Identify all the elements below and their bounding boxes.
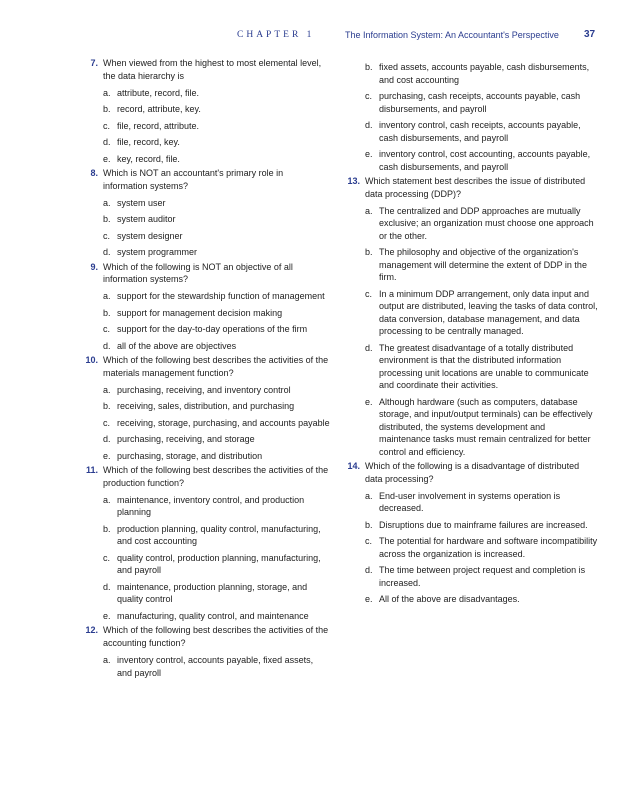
option-text: inventory control, accounts payable, fixed assets, and payroll xyxy=(117,655,314,678)
running-header xyxy=(0,30,639,46)
answer-option xyxy=(80,197,330,210)
option-text: attribute, record, file. xyxy=(117,87,200,98)
option-text: fixed assets, accounts payable, cash disbursements, and cost accounting xyxy=(379,62,590,85)
option-letter: c. xyxy=(103,552,111,563)
question-stem: Which of the following best describes the activities of the production function? xyxy=(103,465,329,489)
option-letter: e. xyxy=(365,149,373,159)
answer-option xyxy=(342,342,598,392)
answer-option xyxy=(342,396,598,459)
answer-option xyxy=(342,593,598,606)
question xyxy=(342,61,598,173)
option-letter: c. xyxy=(365,288,373,299)
option-text: The philosophy and objective of the organization's management will determine the extent of DDP in the firm. xyxy=(379,247,587,283)
option-text: support for management decision making xyxy=(117,307,283,318)
answer-option xyxy=(342,535,598,560)
question-stem: Which of the following is NOT an objective of all information systems? xyxy=(103,261,293,285)
option-letter: b. xyxy=(103,214,111,225)
option-letter: d. xyxy=(103,340,111,351)
answer-option xyxy=(80,103,330,116)
answer-option xyxy=(342,564,598,589)
option-text: support for the stewardship function of management xyxy=(117,291,325,302)
option-letter: a. xyxy=(103,197,111,208)
option-text: receiving, storage, purchasing, and accounts payable xyxy=(117,417,330,428)
chapter-title: The Information System: An Accountant's Perspective xyxy=(345,30,559,40)
option-text: inventory control, cash receipts, accounts payable, cash disbursements, and payroll xyxy=(379,120,581,143)
option-text: record, attribute, key. xyxy=(117,104,201,115)
option-text: purchasing, receiving, and storage xyxy=(117,434,255,445)
option-letter: a. xyxy=(365,205,373,216)
question-number: 14. xyxy=(347,461,360,472)
option-text: system designer xyxy=(117,230,183,241)
option-text: Although hardware (such as computers, database storage, and input/output terminals) can be effectively distributed, the systems development and maintenance tasks must remain centralized for better control and efficiency. xyxy=(379,396,593,457)
option-text: Disruptions due to mainframe failures are increased. xyxy=(379,519,588,530)
option-text: maintenance, inventory control, and production planning xyxy=(117,494,305,518)
option-text: system programmer xyxy=(117,247,198,258)
answer-option xyxy=(80,213,330,226)
option-letter: b. xyxy=(365,519,373,530)
option-letter: d. xyxy=(365,120,373,130)
answer-option xyxy=(80,153,330,166)
option-letter: e. xyxy=(365,594,373,605)
option-letter: b. xyxy=(103,104,111,115)
answer-option xyxy=(342,490,598,515)
option-text: quality control, production planning, manufacturing, and payroll xyxy=(117,552,321,576)
option-letter: a. xyxy=(103,87,111,98)
question-number: 9. xyxy=(90,261,98,272)
option-text: file, record, key. xyxy=(117,137,180,148)
question-stem: Which of the following best describes the activities of the accounting function? xyxy=(103,625,329,649)
answer-option xyxy=(80,552,330,577)
option-text: End-user involvement in systems operation is decreased. xyxy=(379,490,561,514)
option-text: All of the above are disadvantages. xyxy=(379,594,520,605)
option-text: inventory control, cost accounting, accounts payable, cash disbursements, and payroll xyxy=(379,149,591,172)
question-number: 7. xyxy=(90,58,98,68)
option-letter: c. xyxy=(103,230,111,241)
question-number: 13. xyxy=(347,176,360,186)
question-number: 8. xyxy=(90,168,98,179)
option-text: The greatest disadvantage of a totally distributed environment is that the distributed information processing unit locations are unable to communicate and coordinate their activities. xyxy=(379,342,589,391)
answer-option xyxy=(342,288,598,338)
question xyxy=(342,460,598,606)
option-letter: a. xyxy=(103,494,111,505)
option-text: support for the day-to-day operations of the firm xyxy=(117,324,308,335)
answer-option xyxy=(80,87,330,100)
question xyxy=(80,464,330,622)
option-letter: d. xyxy=(365,342,373,353)
answer-option xyxy=(80,400,330,413)
option-letter: d. xyxy=(103,434,111,445)
answer-option xyxy=(80,433,330,446)
option-letter: c. xyxy=(365,536,373,547)
option-text: system auditor xyxy=(117,214,176,225)
option-letter: e. xyxy=(103,450,111,461)
option-letter: b. xyxy=(365,247,373,258)
question-stem: Which of the following is a disadvantage of distributed data processing? xyxy=(365,461,580,484)
option-text: The centralized and DDP approaches are mutually exclusive; an organization must choose one approach or the other. xyxy=(379,205,594,241)
option-text: The time between project request and completion is increased. xyxy=(379,565,586,588)
left-column xyxy=(80,57,330,681)
option-letter: d. xyxy=(103,247,111,258)
answer-option xyxy=(342,205,598,243)
question xyxy=(80,624,330,679)
page-number: 37 xyxy=(584,29,596,40)
question-stem: Which of the following best describes the activities of the materials management function? xyxy=(103,355,329,379)
option-letter: e. xyxy=(103,153,111,164)
question-stem: When viewed from the highest to most elemental level, the data hierarchy is xyxy=(103,58,322,81)
answer-option xyxy=(342,148,598,173)
option-text: purchasing, receiving, and inventory control xyxy=(117,384,291,395)
question-stem: Which is NOT an accountant's primary role in information systems? xyxy=(103,168,284,191)
option-text: purchasing, storage, and distribution xyxy=(117,450,263,461)
option-text: system user xyxy=(117,197,166,208)
answer-option xyxy=(80,136,330,149)
answer-option xyxy=(342,61,598,86)
answer-option xyxy=(80,323,330,336)
option-letter: a. xyxy=(103,655,111,666)
option-letter: b. xyxy=(103,401,111,412)
answer-option xyxy=(342,90,598,115)
option-letter: d. xyxy=(103,137,111,148)
answer-option xyxy=(80,523,330,548)
option-letter: c. xyxy=(103,417,111,428)
answer-option xyxy=(80,654,330,679)
option-text: The potential for hardware and software incompatibility across the organization is increased. xyxy=(379,536,598,559)
question xyxy=(342,175,598,458)
option-text: maintenance, production planning, storage, and quality control xyxy=(117,581,308,605)
answer-option xyxy=(80,610,330,623)
question xyxy=(80,261,330,353)
question-number: 10. xyxy=(85,355,98,366)
chapter-label: CHAPTER 1 xyxy=(237,30,315,40)
answer-option xyxy=(342,119,598,144)
option-letter: d. xyxy=(365,565,373,576)
option-letter: a. xyxy=(103,291,111,302)
option-letter: e. xyxy=(365,396,373,407)
option-letter: b. xyxy=(365,62,373,72)
option-letter: a. xyxy=(103,384,111,395)
answer-option xyxy=(80,340,330,353)
question xyxy=(80,354,330,462)
option-text: receiving, sales, distribution, and purchasing xyxy=(117,401,295,412)
option-text: manufacturing, quality control, and maintenance xyxy=(117,610,309,621)
option-letter: e. xyxy=(103,610,111,621)
answer-option xyxy=(80,246,330,259)
answer-option xyxy=(342,519,598,532)
question-number: 11. xyxy=(85,465,98,476)
answer-option xyxy=(80,450,330,463)
option-text: file, record, attribute. xyxy=(117,120,200,131)
answer-option xyxy=(80,384,330,397)
answer-option xyxy=(80,581,330,606)
option-text: production planning, quality control, manufacturing, and cost accounting xyxy=(117,523,321,547)
option-letter: c. xyxy=(365,91,373,101)
question xyxy=(80,57,330,165)
answer-option xyxy=(342,246,598,284)
answer-option xyxy=(80,494,330,519)
option-text: all of the above are objectives xyxy=(117,340,237,351)
question-number: 12. xyxy=(85,625,98,636)
answer-option xyxy=(80,120,330,133)
question xyxy=(80,167,330,259)
option-letter: c. xyxy=(103,324,111,335)
right-column xyxy=(342,57,598,608)
option-text: In a minimum DDP arrangement, only data input and output are distributed, leaving the tasks of data control, data conversion, database management, and data processing to be centrally managed. xyxy=(379,288,598,337)
question-stem: Which statement best describes the issue of distributed data processing (DDP)? xyxy=(365,176,586,199)
option-letter: a. xyxy=(365,490,373,501)
answer-option xyxy=(80,417,330,430)
option-text: purchasing, cash receipts, accounts payable, cash disbursements, and payroll xyxy=(379,91,581,114)
option-letter: b. xyxy=(103,307,111,318)
answer-option xyxy=(80,230,330,243)
option-letter: d. xyxy=(103,581,111,592)
option-letter: b. xyxy=(103,523,111,534)
option-text: key, record, file. xyxy=(117,153,180,164)
option-letter: c. xyxy=(103,120,111,131)
answer-option xyxy=(80,307,330,320)
answer-option xyxy=(80,290,330,303)
